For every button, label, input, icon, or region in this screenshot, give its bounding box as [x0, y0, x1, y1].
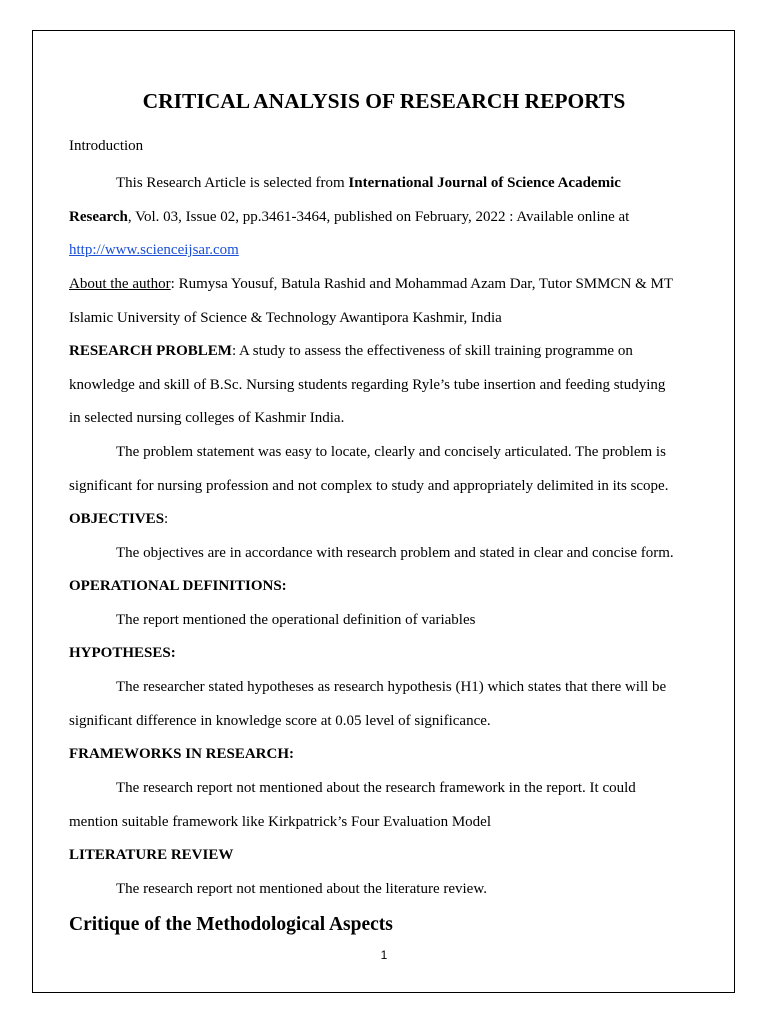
research-problem-line-1: [69, 342, 633, 360]
journal-url-link[interactable]: http://www.scienceijsar.com: [69, 242, 239, 258]
problem-critique-line-1: The problem statement was easy to locate, clearly and concisely articulated. The problem is: [116, 444, 666, 460]
introduction-label: Introduction: [69, 138, 144, 154]
objectives-colon: :: [164, 511, 169, 527]
operational-definitions-heading: OPERATIONAL DEFINITIONS:: [69, 578, 287, 594]
research-problem-line-2: knowledge and skill of B.Sc. Nursing students regarding Ryle’s tube insertion and feeding studying: [69, 377, 666, 393]
objectives-text: The objectives are in accordance with research problem and stated in clear and concise form.: [116, 545, 674, 561]
objectives-heading-line: [69, 510, 168, 528]
hypotheses-line-2: significant difference in knowledge score at 0.05 level of significance.: [69, 713, 491, 729]
frameworks-line-1: The research report not mentioned about the research framework in the report. It could: [116, 780, 636, 796]
problem-critique-line-2: significant for nursing profession and not complex to study and appropriately delimited in its scope.: [69, 478, 669, 494]
journal-name-part-1: International Journal of Science Academic: [348, 175, 621, 191]
objectives-heading: OBJECTIVES: [69, 511, 165, 527]
research-problem-text: : A study to assess the effectiveness of skill training programme on: [231, 343, 633, 359]
article-details: , Vol. 03, Issue 02, pp.3461-3464, published on February, 2022 : Available online at: [127, 209, 630, 225]
frameworks-heading: FRAMEWORKS IN RESEARCH:: [69, 746, 295, 762]
article-source-text: This Research Article is selected from: [116, 175, 349, 191]
article-source-line-2: [69, 208, 629, 226]
frameworks-line-2: mention suitable framework like Kirkpatrick’s Four Evaluation Model: [69, 814, 491, 830]
literature-review-heading: LITERATURE REVIEW: [69, 847, 234, 863]
hypotheses-line-1: The researcher stated hypotheses as research hypothesis (H1) which states that there will be: [116, 679, 667, 695]
methodology-section-heading: Critique of the Methodological Aspects: [69, 914, 393, 935]
hypotheses-heading: HYPOTHESES:: [69, 645, 176, 661]
author-label: About the author: [69, 276, 171, 292]
journal-name-part-2: Research: [69, 209, 128, 225]
research-problem-heading: RESEARCH PROBLEM: [69, 343, 232, 359]
page-number: 1: [380, 948, 388, 962]
document-title: CRITICAL ANALYSIS OF RESEARCH REPORTS: [142, 89, 626, 113]
author-names: : Rumysa Yousuf, Batula Rashid and Mohammad Azam Dar, Tutor SMMCN & MT: [170, 276, 673, 292]
author-affiliation: Islamic University of Science & Technology Awantipora Kashmir, India: [69, 310, 502, 326]
author-line-1: [69, 275, 673, 293]
article-link-line: [69, 241, 239, 259]
literature-review-text: The research report not mentioned about the literature review.: [116, 881, 487, 897]
article-source-line-1: [116, 174, 621, 192]
operational-definitions-text: The report mentioned the operational definition of variables: [116, 612, 476, 628]
research-problem-line-3: in selected nursing colleges of Kashmir India.: [69, 410, 345, 426]
